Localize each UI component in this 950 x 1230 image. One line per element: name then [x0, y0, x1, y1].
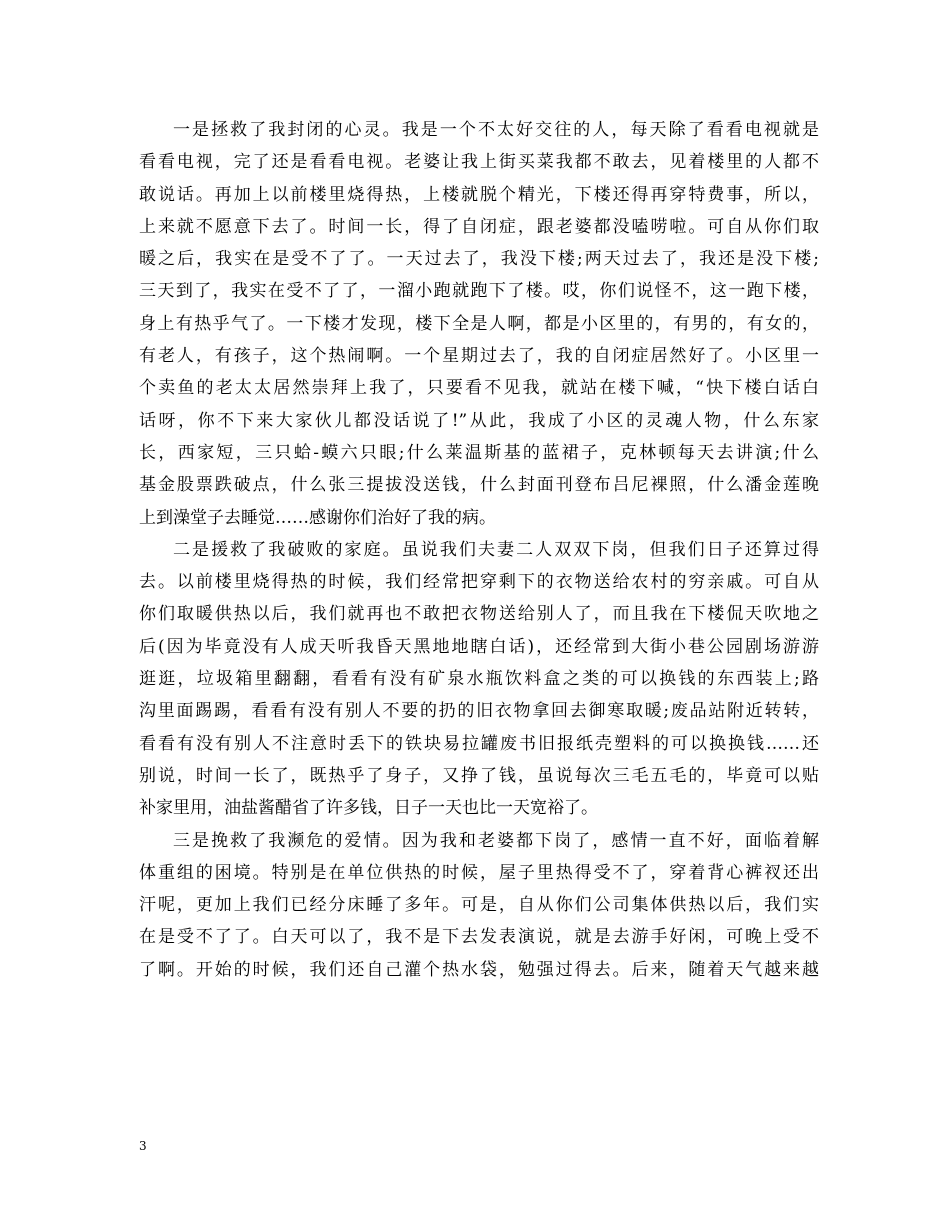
text-line: 敢说话。再加上以前楼里烧得热，上楼就脱个精光，下楼还得再穿特费事，所以，	[139, 184, 819, 205]
text-line: 个卖鱼的老太太居然崇拜上我了，只要看不见我，就站在楼下喊，“快下楼白话白	[139, 378, 819, 399]
text-line: 沟里面踢踢，看看有没有别人不要的扔的旧衣物拿回去御寒取暖;废品站附近转转，	[139, 701, 819, 722]
text-line: 一是拯救了我封闭的心灵。我是一个不太好交往的人，每天除了看看电视就是	[173, 120, 819, 140]
text-line: 后(因为毕竟没有人成天听我昏天黑地地瞎白话)，还经常到大街小巷公园剧场游游	[139, 636, 819, 657]
text-line: 在是受不了了。白天可以了，我不是下去发表演说，就是去游手好闲，可晚上受不	[139, 927, 819, 948]
text-line: 暖之后，我实在是受不了了。一天过去了，我没下楼;两天过去了，我还是没下楼;	[139, 249, 819, 270]
text-line: 逛逛，垃圾箱里翻翻，看看有没有矿泉水瓶饮料盒之类的可以换钱的东西装上;路	[139, 669, 819, 690]
text-line: 身上有热乎气了。一下楼才发现，楼下全是人啊，都是小区里的，有男的，有女的，	[139, 313, 819, 334]
text-line: 基金股票跌破点，什么张三提拔没送钱，什么封面刊登布吕尼裸照，什么潘金莲晚	[139, 475, 819, 496]
text-line: 了啊。开始的时候，我们还自己灌个热水袋，勉强过得去。后来，随着天气越来越	[139, 959, 819, 980]
text-line: 去。以前楼里烧得热的时候，我们经常把穿剩下的衣物送给农村的穷亲戚。可自从	[139, 572, 819, 593]
text-line: 三天到了，我实在受不了了，一溜小跑就跑下了楼。哎，你们说怪不，这一跑下楼，	[139, 281, 819, 302]
text-line: 三是挽救了我濒危的爱情。因为我和老婆都下岗了，感情一直不好，面临着解	[173, 830, 819, 851]
text-line: 上来就不愿意下去了。时间一长，得了自闭症，跟老婆都没嗑唠啦。可自从你们取	[139, 216, 819, 237]
body-text	[139, 114, 819, 986]
text-line: 看看有没有别人不注意时丢下的铁块易拉罐废书旧报纸壳塑料的可以换换钱……还	[139, 733, 819, 754]
text-line: 你们取暖供热以后，我们就再也不敢把衣物送给别人了，而且我在下楼侃天吹地之	[139, 604, 819, 625]
text-line: 二是援救了我破败的家庭。虽说我们夫妻二人双双下岗，但我们日子还算过得	[173, 539, 819, 560]
text-line: 有老人，有孩子，这个热闹啊。一个星期过去了，我的自闭症居然好了。小区里一	[139, 346, 819, 367]
text-line: 看看电视，完了还是看看电视。老婆让我上街买菜我都不敢去，见着楼里的人都不	[139, 152, 819, 173]
text-line: 别说，时间一长了，既热乎了身子，又挣了钱，虽说每次三毛五毛的，毕竟可以贴	[139, 765, 819, 786]
text-line: 体重组的困境。特别是在单位供热的时候，屋子里热得受不了，穿着背心裤衩还出	[139, 862, 819, 883]
text-line: 话呀，你不下来大家伙儿都没话说了!”从此，我成了小区的灵魂人物，什么东家	[139, 410, 819, 431]
text-line: 补家里用，油盐酱醋省了许多钱，日子一天也比一天宽裕了。	[139, 798, 598, 819]
page-number: 3	[139, 1139, 147, 1153]
text-line: 上到澡堂子去睡觉……感谢你们治好了我的病。	[139, 507, 496, 528]
text-line: 汗呢，更加上我们已经分床睡了多年。可是，自从你们公司集体供热以后，我们实	[139, 895, 819, 916]
text-line: 长，西家短，三只蛤-蟆六只眼;什么莱温斯基的蓝裙子，克林顿每天去讲演;什么	[139, 442, 819, 463]
